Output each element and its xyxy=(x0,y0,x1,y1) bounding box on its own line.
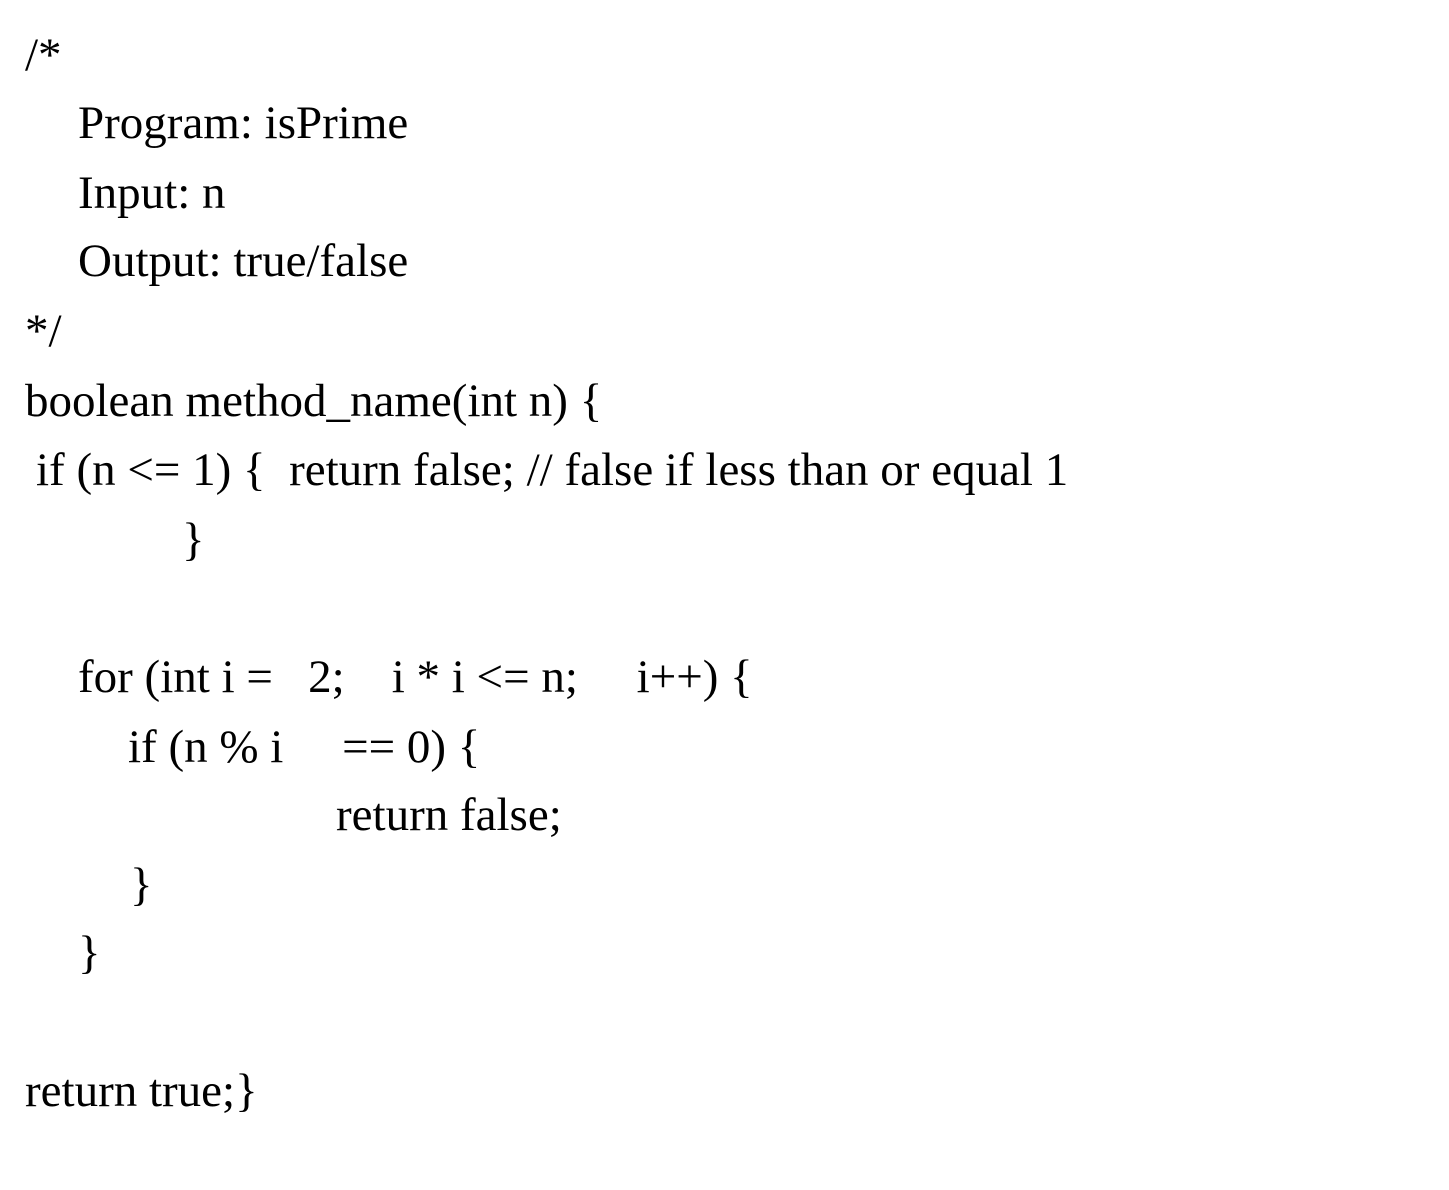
if-divisible-line: if (n % i == 0) { xyxy=(128,721,481,773)
return-false-line: return false; xyxy=(336,789,562,841)
return-true-line: return true;} xyxy=(25,1065,258,1117)
comment-input-line: Input: n xyxy=(78,167,226,219)
comment-close-line: */ xyxy=(25,305,62,357)
for-loop-line: for (int i = 2; i * i <= n; i++) { xyxy=(78,651,753,703)
method-signature-line: boolean method_name(int n) { xyxy=(25,375,603,427)
comment-output-line: Output: true/false xyxy=(78,235,409,287)
if-guard-close-brace: } xyxy=(182,514,205,566)
if-divisible-close-brace: } xyxy=(130,859,153,911)
comment-open-line: /* xyxy=(25,29,62,81)
for-loop-close-brace: } xyxy=(78,927,101,979)
comment-program-line: Program: isPrime xyxy=(78,97,409,149)
if-guard-line: if (n <= 1) { return false; // false if less than or equal 1 xyxy=(36,444,1069,496)
